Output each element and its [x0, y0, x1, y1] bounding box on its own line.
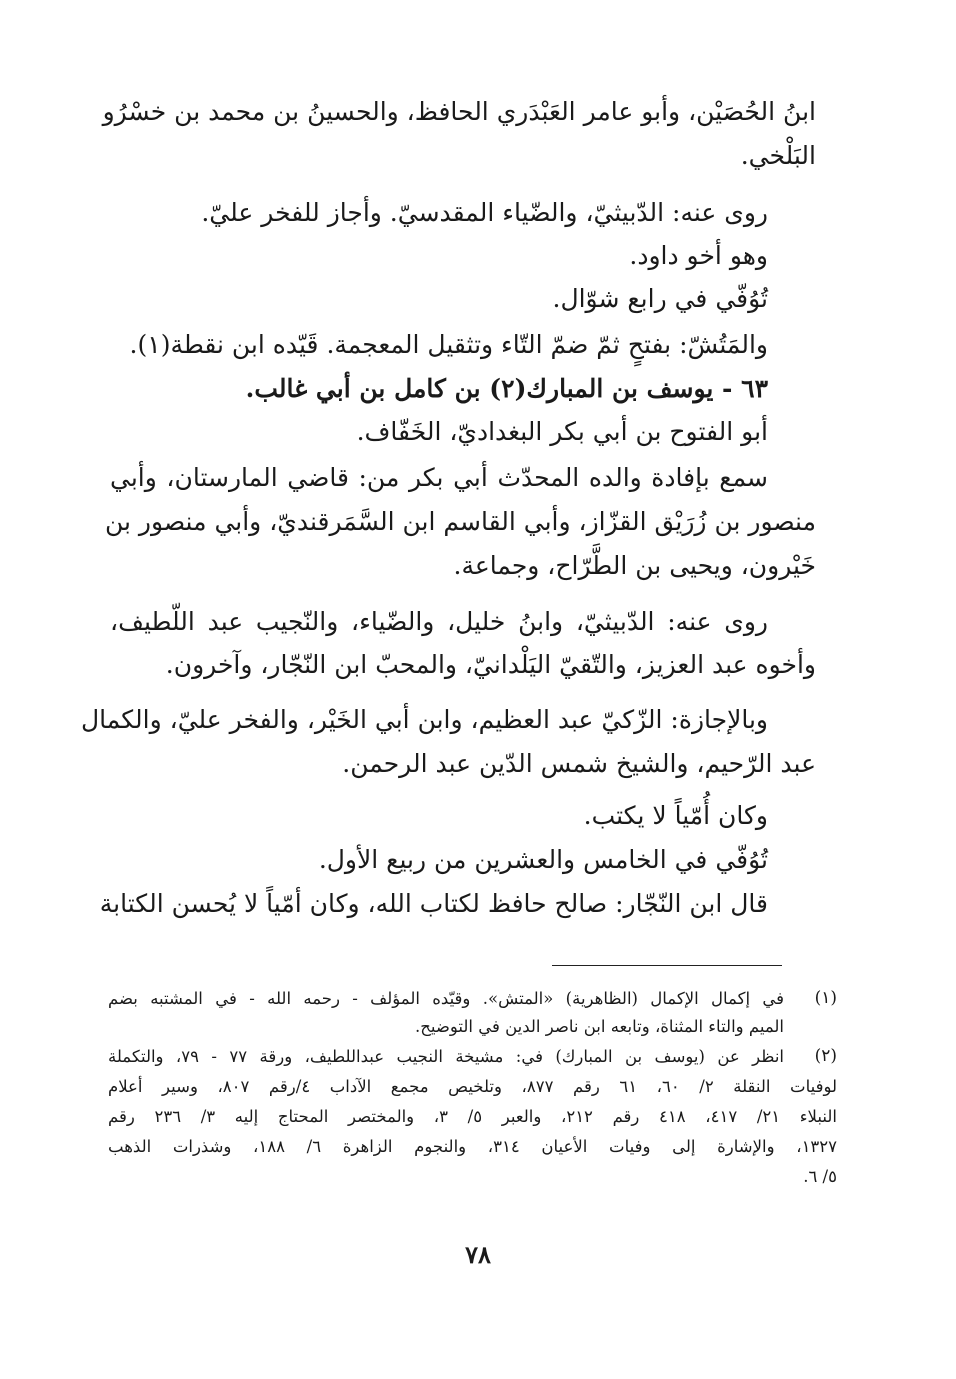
text-line: وهو أخو داود.	[629, 241, 768, 270]
footnote-line: انظر عن (يوسف بن المبارك) في: مشيخة النجيب عبداللطيف، ورقة ٧٧ - ٧٩، والتكملة	[108, 1047, 784, 1066]
footnote-number: (٢)	[814, 1046, 837, 1066]
text-line: تُوُفّي في رابع شوّال.	[552, 284, 768, 313]
text-line: سمع بإفادة والده المحدّث أبي بكر من: قاضي المارستان، وأبي	[110, 463, 768, 492]
text-line: وأخوه عبد العزيز، والتّقيّ اليَلْدانيّ، والمحبّ ابن النّجّار، وآخرون.	[165, 650, 816, 679]
text-line: والمَتُشّ: بفتحٍ ثمّ ضمّ التّاء وتثقيل المعجمة. قَيّده ابن نقطة(١).	[129, 330, 768, 359]
text-line: عبد الرّحيم، والشيخ شمس الدّين عبد الرحمن.	[342, 749, 816, 778]
footnote-separator	[552, 965, 782, 966]
footnote-line: ١٣٢٧، والإشارة إلى وفيات الأعيان ٣١٤، والنجوم الزاهرة ٦/ ١٨٨، وشذرات الذهب	[108, 1137, 838, 1156]
text-line: أبو الفتوح بن أبي بكر البغداديّ، الخَفّاف.	[356, 417, 768, 446]
footnote-line: النبلاء ٢١/ ٤١٧، ٤١٨ رقم ٢١٢، والعبر ٥/ ٣، والمختصر المحتاج إليه ٣/ ٢٣٦ رقم	[108, 1107, 837, 1126]
entry-heading: ٦٣ - يوسف بن المبارك(٢) بن كامل بن أبي غالب.	[245, 374, 768, 403]
text-line: منصور بن زُرَيْق القزّاز، وأبي القاسم ابن السَّمَرقنديّ، وأبي منصور بن	[104, 507, 816, 536]
text-line: البَلْخي.	[740, 141, 816, 170]
text-line: روى عنه: الدّبيثيّ، وابنُ خليل، والضّياء، والنّجيب عبد اللّطيف،	[110, 607, 768, 636]
text-line: خَيْرون، ويحيى بن الطَّرّاح، وجماعة.	[453, 551, 816, 580]
footnote-line: لوفيات النقلة ٢/ ٦٠، ٦١ رقم ٨٧٧، وتلخيص مجمع الآداب ٤/رقم ٨٠٧، وسير أعلام	[108, 1077, 838, 1096]
text-line: وكان أُمّياً لا يكتب.	[583, 801, 768, 830]
text-line: روى عنه: الدّبيثيّ، والضّياء المقدسيّ. وأجاز للفخر عليّ.	[201, 198, 768, 227]
footnote-line: ٥/ ٦.	[803, 1167, 837, 1186]
footnote-line: في إكمال الإكمال (الظاهرية) «المتش». وقيّده المؤلف - رحمه الله - في المشتبه بضم	[108, 989, 784, 1008]
text-line: قال ابن النّجّار: صالح حافظ لكتاب الله، وكان أمّياً لا يُحسن الكتابة	[99, 889, 768, 918]
text-line: وبالإجازة: الزّكيّ عبد العظيم، وابن أبي الخَيْر، والفخر عليّ، والكمال	[81, 705, 768, 734]
footnote-line: الميم والتاء المثناة، وتابعه ابن ناصر الدين في التوضيح.	[414, 1017, 784, 1036]
footnote-number: (١)	[814, 988, 837, 1008]
text-line: تُوُفّي في الخامس والعشرين من ربيع الأول.	[318, 845, 768, 874]
text-line: ابنُ الحُصَيْن، وأبو عامر العَبْدَري الحافظ، والحسينُ بن محمد بن خسْرُو	[102, 97, 816, 126]
page-number: ٧٨	[465, 1240, 491, 1269]
